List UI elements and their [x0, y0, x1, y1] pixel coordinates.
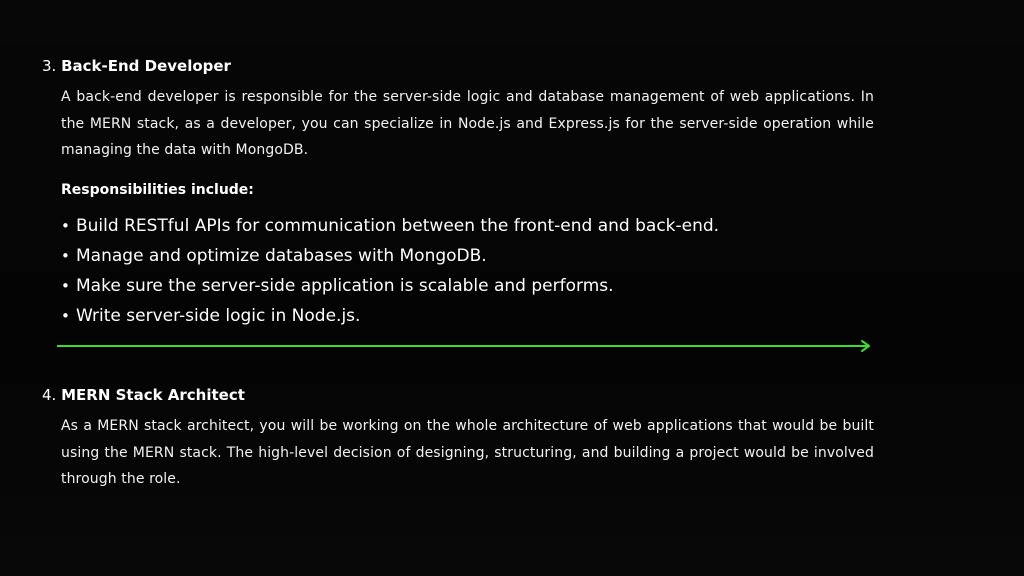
bullet-icon: •	[61, 306, 70, 325]
list-item-text: Manage and optimize databases with MongoDB.	[76, 245, 487, 266]
section-mern-stack-architect	[42, 385, 874, 493]
section-paragraph: A back-end developer is responsible for the server-side logic and database management of web applications. In the MERN stack, as a developer, you can specialize in Node.js and Express.js for the server-side operation while managing the data with MongoDB.	[61, 89, 874, 158]
list-item-text: Write server-side logic in Node.js.	[76, 305, 361, 326]
section-heading	[42, 56, 874, 76]
section-number: 3.	[42, 57, 57, 75]
responsibilities-list	[61, 211, 874, 331]
list-item-text: Build RESTful APIs for communication between the front-end and back-end.	[76, 215, 720, 236]
bullet-icon: •	[61, 276, 70, 295]
section-number: 4.	[42, 386, 57, 404]
responsibilities-heading: Responsibilities include:	[61, 181, 254, 198]
arrow-right-icon	[57, 339, 873, 353]
bullet-icon: •	[61, 246, 70, 265]
divider-arrow	[57, 339, 873, 353]
section-back-end-developer	[42, 56, 874, 331]
section-title: MERN Stack Architect	[61, 386, 245, 404]
list-item	[61, 211, 874, 241]
section-heading	[42, 385, 874, 405]
list-item	[61, 301, 874, 331]
section-paragraph: As a MERN stack architect, you will be working on the whole architecture of web applications that would be built using the MERN stack. The high-level decision of designing, structuring, and building a project would be involved through the role.	[61, 418, 874, 487]
list-item-text: Make sure the server-side application is scalable and performs.	[76, 275, 614, 296]
bullet-icon: •	[61, 216, 70, 235]
list-item	[61, 241, 874, 271]
section-title: Back-End Developer	[61, 57, 231, 75]
list-item	[61, 271, 874, 301]
